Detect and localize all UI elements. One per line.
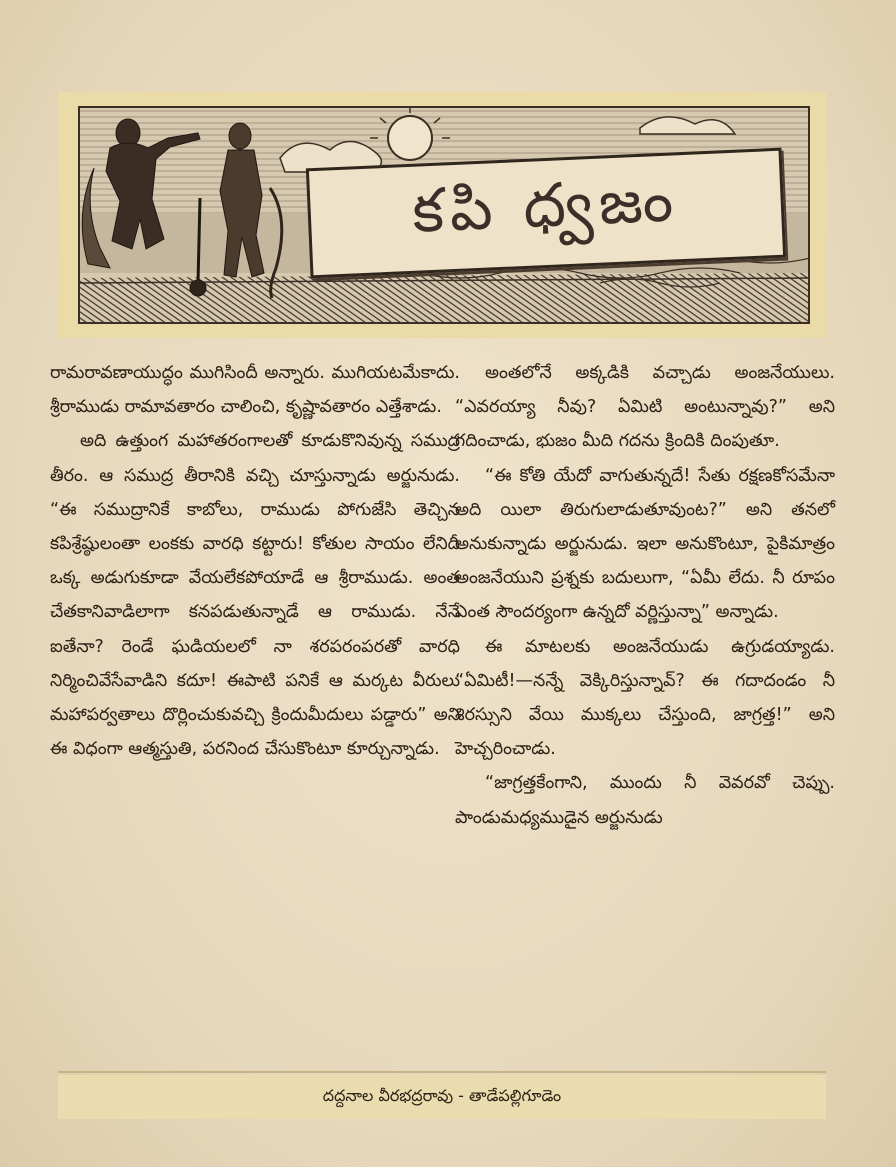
paragraph: రామరావణాయుద్ధం ముగిసిందీ అన్నారు. ముగియటమేకాదు. శ్రీరాముడు రామావతారం చాలించి, కృష్ణావతారం ఎత్తేశాడు. [50, 363, 460, 418]
paragraph: అంతలోనే అక్కడికి వచ్చాడు అంజనేయులు. “ఎవరయ్యా నీవు? ఏమిటి అంటున్నావు?” అని గదించాడు, భుజం మీది గదను క్రిందికి దింపుతూ. [455, 363, 835, 452]
header-banner [58, 92, 826, 338]
paragraph: “జాగ్రత్తకేంగాని, ముందు నీ వెవరవో చెప్పు. పాండుమధ్యముడైన అర్జునుడు [455, 773, 835, 828]
right-column [455, 356, 835, 835]
header-illustration [78, 106, 810, 324]
author-credit: దద్దనాల వీరభద్రరావు - తాడేపల్లిగూడెం [322, 1085, 562, 1105]
footer [58, 1075, 826, 1119]
footer-divider [58, 1071, 826, 1073]
story-title: కపి ధ్వజం [410, 165, 681, 247]
paragraph: ఈ మాటలకు అంజనేయుడు ఉగ్రుడయ్యాడు. “ఏమిటీ!—నన్నే వెక్కిరిస్తున్నావ్? ఈ గదాదండం నీ శిరస్సుని వేయి ముక్కలు చేస్తుంది, జాగ్రత్త!” అని హెచ్చరించాడు. [455, 636, 835, 760]
left-column [50, 356, 460, 766]
title-box [306, 148, 786, 279]
paragraph: “ఈ కోతి యేదో వాగుతున్నదే! సేతు రక్షణకోసమేనా అది యిలా తిరుగులాడుతూవుంట?” అని తనలో అనుకున్నాడు అర్జునుడు. ఇలా అనుకొంటూ, పైకిమాత్రం అంజనేయుని ప్రశ్నకు బదులుగా, “ఏమీ లేదు. నీ రూపం ఎంత సౌందర్యంగా ఉన్నదో వర్ణిస్తున్నా” అన్నాడు. [455, 465, 835, 623]
sun-shape [388, 116, 432, 160]
paragraph: అది ఉత్తుంగ మహాతరంగాలతో కూడుకొనివున్న సముద్ర తీరం. ఆ సముద్ర తీరానికి వచ్చి చూస్తున్నాడు అర్జునుడు. “ఈ సముద్రానికే కాబోలు, రాముడు పోగుజేసి తెచ్చిన కపిశ్రేష్ఠులంతా లంకకు వారధి కట్టారు! కోతుల సాయం లేనిదీ ఒక్క అడుగుకూడా వేయలేకపోయాడే ఆ శ్రీరాముడు. అంత చేతకానివాడిలాగా కనపడుతున్నాడే ఆ రాముడు. నేనే ఐతేనా? రెండే ఘడియలలో నా శరపరంపరతో వారధి నిర్మించివేసేవాడిని కదూ! ఈపాటి పనికే ఆ మర్కట వీరులు మహాపర్వతాలు దొర్లించుకువచ్చి క్రిందుమీదులు పడ్డారు” అని ఈ విధంగా ఆత్మస్తుతి, పరనింద చేసుకొంటూ కూర్చున్నాడు. [50, 431, 460, 760]
